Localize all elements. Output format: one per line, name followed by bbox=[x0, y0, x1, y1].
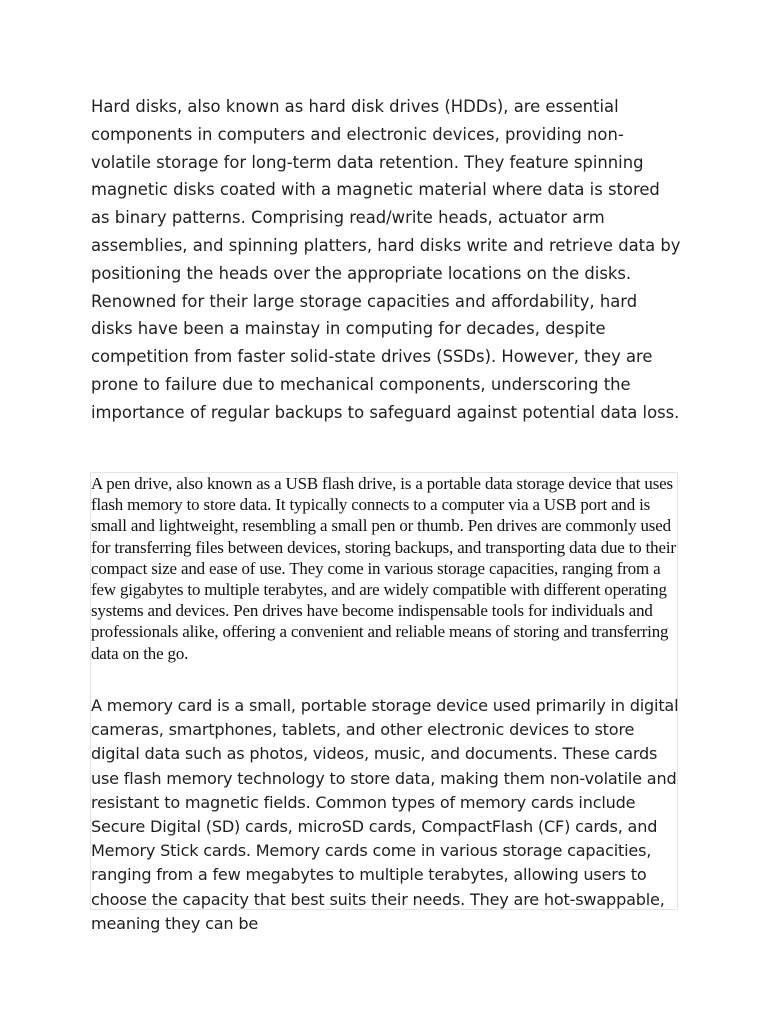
paragraph-hard-disks: Hard disks, also known as hard disk drives (HDDs), are essential components in computers and electronic devices, providing non-volatile storage for long-term data retention. They feature spinning magnetic disks coated with a magnetic material where data is stored as binary patterns. Comprising read/write heads, actuator arm assemblies, and spinning platters, hard disks write and retrieve data by positioning the heads over the appropriate locations on the disks. Renowned for their large storage capacities and affordability, hard disks have been a mainstay in computing for decades, despite competition from faster solid-state drives (SSDs). However, they are prone to failure due to mechanical components, underscoring the importance of regular backups to safeguard against potential data loss. bbox=[91, 97, 681, 422]
paragraph-memory-card: A memory card is a small, portable storage device used primarily in digital cameras, smartphones, tablets, and other electronic devices to store digital data such as photos, videos, music, and documents. These cards use flash memory technology to store data, making them non-volatile and resistant to magnetic fields. Common types of memory cards include Secure Digital (SD) cards, microSD cards, CompactFlash (CF) cards, and Memory Stick cards. Memory cards come in various storage capacities, ranging from a few megabytes to multiple terabytes, allowing users to choose the capacity that best suits their needs. They are hot-swappable, meaning they can be bbox=[91, 696, 679, 933]
paragraph-pen-drive: A pen drive, also known as a USB flash drive, is a portable data storage device that uses flash memory to store data. It typically connects to a computer via a USB port and is small and lightweight, resembling a small pen or thumb. Pen drives are commonly used for transferring files between devices, storing backups, and transporting data due to their compact size and ease of use. They come in various storage capacities, ranging from a few gigabytes to multiple terabytes, and are widely compatible with different operating systems and devices. Pen drives have become indispensable tools for individuals and professionals alike, offering a convenient and reliable means of storing and transferring data on the go. bbox=[91, 474, 676, 663]
